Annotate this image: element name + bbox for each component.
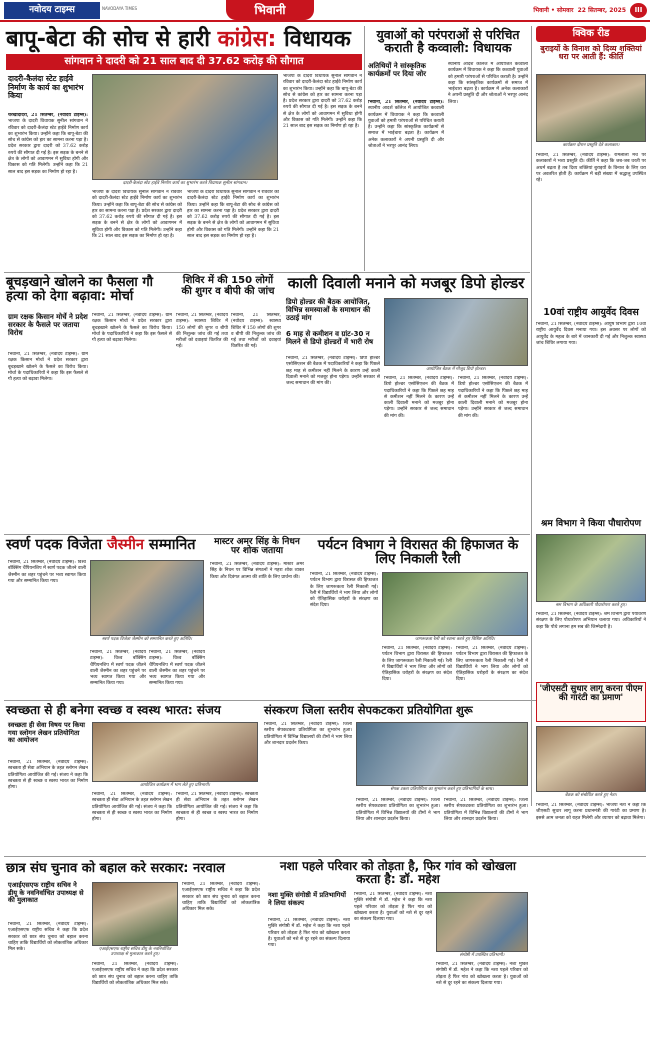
amar-headline: मास्टर अमर सिंह के निधन पर शोक जताया bbox=[214, 537, 300, 557]
swachh-photo bbox=[92, 722, 258, 782]
camp-body-text-col2: भिवानी, 21 सितम्बर, (नवोदय टाइम्स): स्वास्थ्य शिविर में 150 लोगों की शुगर व बीपी की निशुल्क जांच की गई तथा मरीजों को दवाइयां वितरित की गईं। bbox=[231, 313, 281, 350]
cow-body-1 bbox=[8, 352, 88, 530]
diwali-bullet-2: 6 माह से कमीशन व ग्रांट-30 न मिलने से डिपो होल्डरों में भारी रोष bbox=[286, 330, 374, 347]
sanskaran-body-3 bbox=[444, 798, 528, 852]
dateline-day: भिवानी • सोमवार bbox=[533, 7, 574, 14]
lead-bullet: दादरी-कैलंदा स्टेट हाईवे निर्माण के कार्य का शुभारंभ किया bbox=[8, 74, 84, 101]
lead-photo bbox=[92, 74, 278, 180]
amar-body-text: भिवानी, 21 सितम्बर, (नवोदय टाइम्स): मास्टर अमर सिंह के निधन पर विभिन्न संगठनों ने गहरा शोक व्यक्त किया और दिवंगत आत्मा की शांति के लिए प्रार्थना की। bbox=[210, 562, 304, 580]
jasmine-body-text-col2: भिवानी, 21 सितम्बर, (नवोदय टाइम्स): विश्व बॉक्सिंग चैंपियनशिप में स्वर्ण पदक जीतने वाली जैस्मीन का शहर पहुंचने पर भव्य स्वागत किया गया और सम्मानित किया गया। bbox=[90, 650, 146, 687]
ayurveda-headline: 10वां राष्ट्रीय आयुर्वेद दिवस bbox=[543, 307, 639, 318]
nasha-body-text: भिवानी, 21 सितम्बर, (नवोदय टाइम्स): नशा मुक्ति संगोष्ठी में डॉ. महेश ने कहा कि नशा पहले परिवार को तोड़ता है फिर गांव को खोखला करता है। युवाओं को नशे से दूर रहने का संकल्प दिलाया गया। bbox=[268, 918, 350, 949]
swachh-headline: स्वच्छता से ही बनेगा स्वच्छ व स्वस्थ भारत: संजय bbox=[6, 703, 221, 717]
tourism-body-2 bbox=[382, 646, 452, 696]
jasmine-body-3 bbox=[149, 650, 205, 696]
tourism-body-text-col2: भिवानी, 21 सितम्बर, (नवोदय टाइम्स): पर्यटन विभाग द्वारा विरासत की हिफाजत के लिए जागरूकता रैली निकाली गई। रैली में विद्यार्थियों ने भाग लिया और लोगों को ऐतिहासिक धरोहरों के संरक्षण का संदेश दिया। bbox=[382, 646, 452, 683]
sanskaran-body-text-col3: भिवानी, 21 सितम्बर, (नवोदय टाइम्स): जिला स्तरीय सेपकटकरा प्रतियोगिता का शुभारंभ हुआ। प्रतियोगिता में विभिन्न विद्यालयों की टीमों ने भाग लिया और शानदार प्रदर्शन किया। bbox=[444, 798, 528, 822]
cow-body-text-col2: भिवानी, 21 सितम्बर, (नवोदय टाइम्स): ग्राम रक्षक किसान मोर्चा ने प्रदेश सरकार द्वारा बूचड़खाने खोलने के फैसले का विरोध किया। मोर्चा के पदाधिकारियों ने कहा कि इस फैसले से गौ हत्या को बढ़ावा मिलेगा। bbox=[92, 313, 172, 344]
lead-body-2 bbox=[92, 190, 182, 270]
shram-body-text: भिवानी, 21 सितम्बर, (नवोदय टाइम्स): श्रम विभाग द्वारा पर्यावरण संरक्षण के लिए पौधारोपण अभियान चलाया गया। अधिकारियों ने कहा कि पौधे लगाना हम सब की जिम्मेदारी है। bbox=[536, 612, 646, 630]
jasmine-body-1 bbox=[8, 560, 86, 696]
jasmine-body-2 bbox=[90, 650, 146, 696]
chhatra-body-1 bbox=[8, 922, 88, 1038]
qawwali-body-text-col2: स्थानीय आदर्श कॉलेज में आयोजित कव्वाली कार्यक्रम में विधायक ने कहा कि कव्वाली युवाओं को हमारी परंपराओं से परिचित कराती है। उन्होंने कहा कि सांस्कृतिक कार्यक्रमों से समाज में भाईचारा बढ़ता है। कार्यक्रम में अनेक कलाकारों ने अपनी प्रस्तुति दी और श्रोताओं ने भरपूर आनंद लिया। bbox=[448, 62, 528, 105]
qawwali-dateline: भिवानी, 21 सितम्बर, (नवोदय टाइम्स): bbox=[368, 100, 444, 105]
dateline bbox=[438, 4, 626, 17]
lead-dateline: चरखीदादरी, 21 सितम्बर, (नवोदय टाइम्स): bbox=[8, 113, 88, 118]
tourism-headline: पर्यटन विभाग ने विरासत की हिफाजत के लिए निकाली रैली bbox=[317, 537, 519, 568]
sanskaran-caption: सेपक टकरा प्रतियोगिता का शुभारंभ करते हुए प्रतिभागियों के साथ। bbox=[390, 787, 494, 792]
shram-photo bbox=[536, 534, 646, 602]
jasmine-headline bbox=[6, 538, 202, 553]
diwali-headline: काली दिवाली मनाने को मजबूर डिपो होल्डर bbox=[287, 274, 525, 292]
nasha-caption: संगोष्ठी में उपस्थित प्रतिभागी। bbox=[459, 953, 505, 958]
nasha-body-text-col3: भिवानी, 21 सितम्बर, (नवोदय टाइम्स): नशा मुक्ति संगोष्ठी में डॉ. महेश ने कहा कि नशा पहले परिवार को तोड़ता है फिर गांव को खोखला करता है। युवाओं को नशे से दूर रहने का संकल्प दिलाया गया। bbox=[436, 962, 528, 986]
camp-headline: शिविर में की 150 लोगों की शुगर व बीपी की जांच bbox=[181, 275, 275, 297]
jasmine-headline-highlight: जैस्मीन bbox=[107, 537, 144, 553]
nasha-body-text-col2: भिवानी, 21 सितम्बर, (नवोदय टाइम्स): नशा मुक्ति संगोष्ठी में डॉ. महेश ने कहा कि नशा पहले परिवार को तोड़ता है फिर गांव को खोखला करता है। युवाओं को नशे से दूर रहने का संकल्प दिलाया गया। bbox=[354, 892, 432, 923]
diwali-body-text: भिवानी, 21 सितम्बर, (नवोदय टाइम्स): डिपो होल्डर एसोसिएशन की बैठक में पदाधिकारियों ने कहा कि पिछले छह माह से कमीशन नहीं मिलने के कारण उन्हें काली दिवाली मनाने को मजबूर होना पड़ेगा। उन्होंने सरकार से जल्द समाधान की मांग की। bbox=[286, 356, 380, 387]
cow-headline: बूचड़खाने खोलने का फैसला गौ हत्या को देगा बढ़ावा: मोर्चा bbox=[6, 275, 154, 304]
nasha-body-2 bbox=[354, 892, 432, 1038]
amar-body bbox=[210, 562, 304, 696]
sanskaran-body-2 bbox=[356, 798, 440, 852]
brand-sub: NAVODAYA TIMES bbox=[102, 6, 138, 11]
qawwali-bullet: अतिथियों ने सांस्कृतिक कार्यक्रमों पर दिया जोर bbox=[368, 62, 427, 79]
page-number: III bbox=[630, 3, 647, 18]
quickread-body bbox=[536, 153, 646, 305]
gst-caption: बैठक को संबोधित करते हुए नेता। bbox=[565, 793, 617, 798]
nasha-headline: नशा पहले परिवार को तोड़ता है, फिर गांव को खोखला करता है: डॉ. महेश bbox=[279, 859, 517, 886]
diwali-caption: आयोजित बैठक में मौजूद डिपो होल्डर। bbox=[426, 367, 486, 372]
gst-body-text: भिवानी, 21 सितम्बर, (नवोदय टाइम्स): भाजपा नेता ने कहा कि जीएसटी सुधार लागू करना प्रधानमंत्री की गारंटी का प्रमाण है। इससे आम जनता को राहत मिलेगी और व्यापार को बढ़ावा मिलेगा। bbox=[536, 803, 646, 821]
qawwali-body-text: स्थानीय आदर्श कॉलेज में आयोजित कव्वाली कार्यक्रम में विधायक ने कहा कि कव्वाली युवाओं को हमारी परंपराओं से परिचित कराती है। उन्होंने कहा कि सांस्कृतिक कार्यक्रमों से समाज में भाईचारा बढ़ता है। कार्यक्रम में अनेक कलाकारों ने अपनी प्रस्तुति दी और श्रोताओं ने भरपूर आनंद लिया। bbox=[368, 106, 444, 150]
cow-body-2 bbox=[92, 313, 172, 530]
lead-headline-part-c: विधायक bbox=[276, 27, 351, 52]
quickread-label: क्विक रीड bbox=[572, 28, 610, 39]
section-title: भिवानी bbox=[254, 3, 286, 17]
jasmine-body-text: भिवानी, 21 सितम्बर, (नवोदय टाइम्स): विश्व बॉक्सिंग चैंपियनशिप में स्वर्ण पदक जीतने वाली जैस्मीन का शहर पहुंचने पर भव्य स्वागत किया गया और सम्मानित किया गया। bbox=[8, 560, 86, 584]
lead-body-4 bbox=[283, 74, 362, 270]
jasmine-body-text-col3: भिवानी, 21 सितम्बर, (नवोदय टाइम्स): विश्व बॉक्सिंग चैंपियनशिप में स्वर्ण पदक जीतने वाली जैस्मीन का शहर पहुंचने पर भव्य स्वागत किया गया और सम्मानित किया गया। bbox=[149, 650, 205, 687]
quickread-headline: बुराइयों के विनाश को दिव्य शक्तियां धरा पर आती हैं: कीर्ति bbox=[540, 44, 642, 62]
chhatra-bullet: एआईएसएफ राष्ट्रीय सचिव ने डीयू के नवनिर्वाचित उपाध्यक्ष से की मुलाकात bbox=[8, 881, 84, 905]
swachh-bullet: स्वच्छता ही सेवा विषय पर किया गया स्लोगन लेखन प्रतियोगिता का आयोजन bbox=[8, 721, 86, 745]
nasha-body-3 bbox=[436, 962, 528, 1038]
tourism-caption: जागरूकता रैली को रवाना करते हुए विशिष्ट अतिथि। bbox=[415, 637, 495, 642]
lead-headline bbox=[6, 28, 362, 51]
lead-body-text-col4: भाजपा के दादरी विधायक सुनील सांगवान ने रविवार को दादरी-कैलंदा स्टेट हाईवे निर्माण कार्य का शुभारंभ किया। उन्होंने कहा कि बापू-बेटा की सोच से कांग्रेस को हार का सामना करना पड़ा है। प्रदेश सरकार द्वारा दादरी को 37.62 करोड़ रुपये की सौगात दी गई है। इस सड़क के बनने से क्षेत्र के लोगों को आवागमन में सुविधा होगी और विकास को गति मिलेगी। उन्होंने कहा कि 21 साल बाद इस सड़क का निर्माण हो रहा है। bbox=[283, 74, 362, 130]
lead-body-text: भाजपा के दादरी विधायक सुनील सांगवान ने रविवार को दादरी-कैलंदा स्टेट हाईवे निर्माण कार्य का शुभारंभ किया। उन्होंने कहा कि बापू-बेटा की सोच से कांग्रेस को हार का सामना करना पड़ा है। प्रदेश सरकार द्वारा दादरी को 37.62 करोड़ रुपये की सौगात दी गई है। इस सड़क के बनने से क्षेत्र के लोगों को आवागमन में सुविधा होगी और विकास को गति मिलेगी। उन्होंने कहा कि 21 साल बाद इस सड़क का निर्माण हो रहा है। bbox=[8, 119, 88, 175]
chhatra-body-text: भिवानी, 21 सितम्बर, (नवोदय टाइम्स): एआईएसएफ राष्ट्रीय सचिव ने कहा कि प्रदेश सरकार को छात्र संघ चुनाव को बहाल करना चाहिए ताकि विद्यार्थियों को लोकतांत्रिक अधिकार मिल सके। bbox=[8, 922, 88, 953]
ayurveda-body-text: भिवानी, 21 सितम्बर, (नवोदय टाइम्स): आयुष विभाग द्वारा 10वां राष्ट्रीय आयुर्वेद दिवस मनाया गया। इस अवसर पर लोगों को आयुर्वेद के महत्व के बारे में जानकारी दी गई और निशुल्क स्वास्थ्य जांच शिविर लगाया गया। bbox=[536, 322, 646, 346]
swachh-caption: आयोजित कार्यक्रम में भाग लेते हुए प्रतिभागी। bbox=[139, 783, 211, 788]
chhatra-caption: एआईएसएफ राष्ट्रीय सचिव डीयू के नवनिर्वाचित उपाध्यक्ष से मुलाकात करते हुए। bbox=[98, 947, 172, 958]
diwali-body-1 bbox=[286, 356, 380, 530]
lead-headline-part-a: बापू-बेटा की सोच से हारी bbox=[6, 27, 218, 52]
qawwali-body-1 bbox=[368, 100, 444, 270]
tourism-body-text-col3: भिवानी, 21 सितम्बर, (नवोदय टाइम्स): पर्यटन विभाग द्वारा विरासत की हिफाजत के लिए जागरूकता रैली निकाली गई। रैली में विद्यार्थियों ने भाग लिया और लोगों को ऐतिहासिक धरोहरों के संरक्षण का संदेश दिया। bbox=[456, 646, 528, 683]
lead-body-3 bbox=[187, 190, 279, 270]
shram-caption: श्रम विभाग के अधिकारी पौधारोपण करते हुए। bbox=[555, 603, 627, 608]
quickread-label-box bbox=[536, 26, 646, 42]
camp-body-text: भिवानी, 21 सितम्बर, (नवोदय टाइम्स): स्वास्थ्य शिविर में 150 लोगों की शुगर व बीपी की निशुल्क जांच की गई तथा मरीजों को दवाइयां वितरित की गईं। bbox=[176, 313, 228, 350]
camp-body-2 bbox=[231, 313, 281, 530]
lead-photo-caption: दादरी-कैलंदा स्टेट हाईवे निर्माण कार्य का शुभारंभ करते विधायक सुनील सांगवान। bbox=[122, 181, 248, 186]
quickread-photo bbox=[536, 74, 646, 142]
qawwali-headline: युवाओं को परंपराओं से परिचित कराती है कव्वाली: विधायक bbox=[376, 27, 520, 56]
brand-name: नवोदय टाइम्स bbox=[29, 5, 75, 15]
lead-body-1 bbox=[8, 113, 88, 223]
dateline-date: 22 सितम्बर, 2025 bbox=[577, 7, 626, 14]
sanskaran-body-text-col2: भिवानी, 21 सितम्बर, (नवोदय टाइम्स): जिला स्तरीय सेपकटकरा प्रतियोगिता का शुभारंभ हुआ। प्रतियोगिता में विभिन्न विद्यालयों की टीमों ने भाग लिया और शानदार प्रदर्शन किया। bbox=[356, 798, 440, 822]
cow-bullet: ग्राम रक्षक किसान मोर्चे ने प्रदेश सरकार के फैसले पर जताया विरोध bbox=[8, 313, 88, 338]
ayurveda-body bbox=[536, 322, 646, 518]
diwali-body-2 bbox=[384, 376, 454, 530]
sanskaran-headline: संस्करण जिला स्तरीय सेपकटकरा प्रतियोगिता शुरू bbox=[264, 703, 473, 717]
jasmine-photo bbox=[90, 560, 204, 636]
diwali-bullet-1: डिपो होल्डर की बैठक आयोजित, विभिन्न समस्याओं के समाधान की उठाई मांग bbox=[286, 298, 371, 323]
swachh-body-text-col2: भिवानी, 21 सितम्बर, (नवोदय टाइम्स): स्वच्छता ही सेवा अभियान के तहत स्लोगन लेखन प्रतियोगिता आयोजित की गई। संजय ने कहा कि स्वच्छता से ही स्वच्छ व स्वस्थ भारत का निर्माण होगा। bbox=[92, 792, 172, 823]
tourism-body-1 bbox=[310, 572, 378, 696]
nasha-bullet: नशा मुक्ति संगोष्ठी में प्रतिभागियों ने लिया संकल्प bbox=[268, 891, 346, 907]
tourism-body-text: भिवानी, 21 सितम्बर, (नवोदय टाइम्स): पर्यटन विभाग द्वारा विरासत की हिफाजत के लिए जागरूकता रैली निकाली गई। रैली में विद्यार्थियों ने भाग लिया और लोगों को ऐतिहासिक धरोहरों के संरक्षण का संदेश दिया। bbox=[310, 572, 378, 609]
swachh-body-3 bbox=[176, 792, 258, 852]
jasmine-headline-part-a: स्वर्ण पदक विजेता bbox=[6, 537, 107, 553]
nasha-body-1 bbox=[268, 918, 350, 1038]
sanskaran-body-text: भिवानी, 21 सितम्बर, (नवोदय टाइम्स): जिला स्तरीय सेपकटकरा प्रतियोगिता का शुभारंभ हुआ। प्रतियोगिता में विभिन्न विद्यालयों की टीमों ने भाग लिया और शानदार प्रदर्शन किया। bbox=[264, 722, 352, 746]
gst-body bbox=[536, 803, 646, 1037]
chhatra-body-text-col2: भिवानी, 21 सितम्बर, (नवोदय टाइम्स): एआईएसएफ राष्ट्रीय सचिव ने कहा कि प्रदेश सरकार को छात्र संघ चुनाव को बहाल करना चाहिए ताकि विद्यार्थियों को लोकतांत्रिक अधिकार मिल सके। bbox=[92, 962, 178, 986]
shram-body bbox=[536, 612, 646, 684]
tourism-photo bbox=[382, 572, 528, 636]
gst-photo bbox=[536, 726, 646, 792]
quickread-caption: कार्यक्रम दौरान प्रस्तुति देते कलाकार। bbox=[562, 143, 620, 148]
tourism-body-3 bbox=[456, 646, 528, 696]
sanskaran-body-1 bbox=[264, 722, 352, 852]
nasha-photo bbox=[436, 892, 528, 952]
diwali-body-3 bbox=[458, 376, 528, 530]
qawwali-body-2 bbox=[448, 62, 528, 270]
sanskaran-photo bbox=[356, 722, 528, 786]
section-tab bbox=[226, 0, 314, 20]
lead-body-text-col2: भाजपा के दादरी विधायक सुनील सांगवान ने रविवार को दादरी-कैलंदा स्टेट हाईवे निर्माण कार्य का शुभारंभ किया। उन्होंने कहा कि बापू-बेटा की सोच से कांग्रेस को हार का सामना करना पड़ा है। प्रदेश सरकार द्वारा दादरी को 37.62 करोड़ रुपये की सौगात दी गई है। इस सड़क के बनने से क्षेत्र के लोगों को आवागमन में सुविधा होगी और विकास को गति मिलेगी। उन्होंने कहा कि 21 साल बाद इस सड़क का निर्माण हो रहा है। bbox=[92, 190, 182, 240]
cow-body-text: भिवानी, 21 सितम्बर, (नवोदय टाइम्स): ग्राम रक्षक किसान मोर्चा ने प्रदेश सरकार द्वारा बूचड़खाने खोलने के फैसले का विरोध किया। मोर्चा के पदाधिकारियों ने कहा कि इस फैसले से गौ हत्या को बढ़ावा मिलेगा। bbox=[8, 352, 88, 383]
gst-headline-box bbox=[536, 682, 646, 722]
jasmine-caption: स्वर्ण पदक विजेता जैस्मीन को सम्मानित करते हुए अतिथि। bbox=[101, 637, 193, 642]
brand-logo bbox=[4, 2, 100, 19]
swachh-body-2 bbox=[92, 792, 172, 852]
chhatra-body-3 bbox=[182, 882, 260, 1038]
gst-headline: 'जीएसटी सुधार लागू करना पीएम की गारंटी का प्रमाण' bbox=[539, 684, 643, 703]
lead-headline-highlight: कांग्रेस: bbox=[217, 27, 277, 52]
shram-headline: श्रम विभाग ने किया पौधारोपण bbox=[540, 519, 642, 529]
lead-banner: सांगवान ने दादरी को 21 साल बाद दी 37.62 करोड़ की सौगात bbox=[6, 54, 362, 70]
jasmine-headline-part-c: सम्मानित bbox=[143, 537, 196, 553]
chhatra-photo bbox=[92, 882, 178, 946]
swachh-body-text-col3: भिवानी, 21 सितम्बर, (नवोदय टाइम्स): स्वच्छता ही सेवा अभियान के तहत स्लोगन लेखन प्रतियोगिता आयोजित की गई। संजय ने कहा कि स्वच्छता से ही स्वच्छ व स्वस्थ भारत का निर्माण होगा। bbox=[176, 792, 258, 823]
diwali-photo bbox=[384, 298, 528, 366]
masthead bbox=[0, 0, 650, 22]
diwali-body-text-col2: भिवानी, 21 सितम्बर, (नवोदय टाइम्स): डिपो होल्डर एसोसिएशन की बैठक में पदाधिकारियों ने कहा कि पिछले छह माह से कमीशन नहीं मिलने के कारण उन्हें काली दिवाली मनाने को मजबूर होना पड़ेगा। उन्होंने सरकार से जल्द समाधान की मांग की। bbox=[384, 376, 454, 419]
chhatra-body-text-col3: भिवानी, 21 सितम्बर, (नवोदय टाइम्स): एआईएसएफ राष्ट्रीय सचिव ने कहा कि प्रदेश सरकार को छात्र संघ चुनाव को बहाल करना चाहिए ताकि विद्यार्थियों को लोकतांत्रिक अधिकार मिल सके। bbox=[182, 882, 260, 913]
lead-body-text-col3: भाजपा के दादरी विधायक सुनील सांगवान ने रविवार को दादरी-कैलंदा स्टेट हाईवे निर्माण कार्य का शुभारंभ किया। उन्होंने कहा कि बापू-बेटा की सोच से कांग्रेस को हार का सामना करना पड़ा है। प्रदेश सरकार द्वारा दादरी को 37.62 करोड़ रुपये की सौगात दी गई है। इस सड़क के बनने से क्षेत्र के लोगों को आवागमन में सुविधा होगी और विकास को गति मिलेगी। उन्होंने कहा कि 21 साल बाद इस सड़क का निर्माण हो रहा है। bbox=[187, 190, 279, 240]
quickread-body-text: भिवानी, 21 सितम्बर, (नवोदय टाइम्स): रामलीला मंच पर कलाकारों ने भव्य प्रस्तुति दी। कीर्ति ने कहा कि जब-जब धरती पर अधर्म बढ़ता है तब दिव्य शक्तियां बुराइयों के विनाश के लिए धरा पर अवतरित होती हैं। कार्यक्रम में बड़ी संख्या में श्रद्धालु उपस्थित रहे। bbox=[536, 153, 646, 184]
swachh-body-1 bbox=[8, 760, 88, 852]
diwali-body-text-col3: भिवानी, 21 सितम्बर, (नवोदय टाइम्स): डिपो होल्डर एसोसिएशन की बैठक में पदाधिकारियों ने कहा कि पिछले छह माह से कमीशन नहीं मिलने के कारण उन्हें काली दिवाली मनाने को मजबूर होना पड़ेगा। उन्होंने सरकार से जल्द समाधान की मांग की। bbox=[458, 376, 528, 419]
camp-body-1 bbox=[176, 313, 228, 530]
chhatra-body-2 bbox=[92, 962, 178, 1038]
chhatra-headline: छात्र संघ चुनाव को बहाल करे सरकार: नरवाल bbox=[6, 861, 225, 876]
swachh-body-text: भिवानी, 21 सितम्बर, (नवोदय टाइम्स): स्वच्छता ही सेवा अभियान के तहत स्लोगन लेखन प्रतियोगिता आयोजित की गई। संजय ने कहा कि स्वच्छता से ही स्वच्छ व स्वस्थ भारत का निर्माण होगा। bbox=[8, 760, 88, 791]
